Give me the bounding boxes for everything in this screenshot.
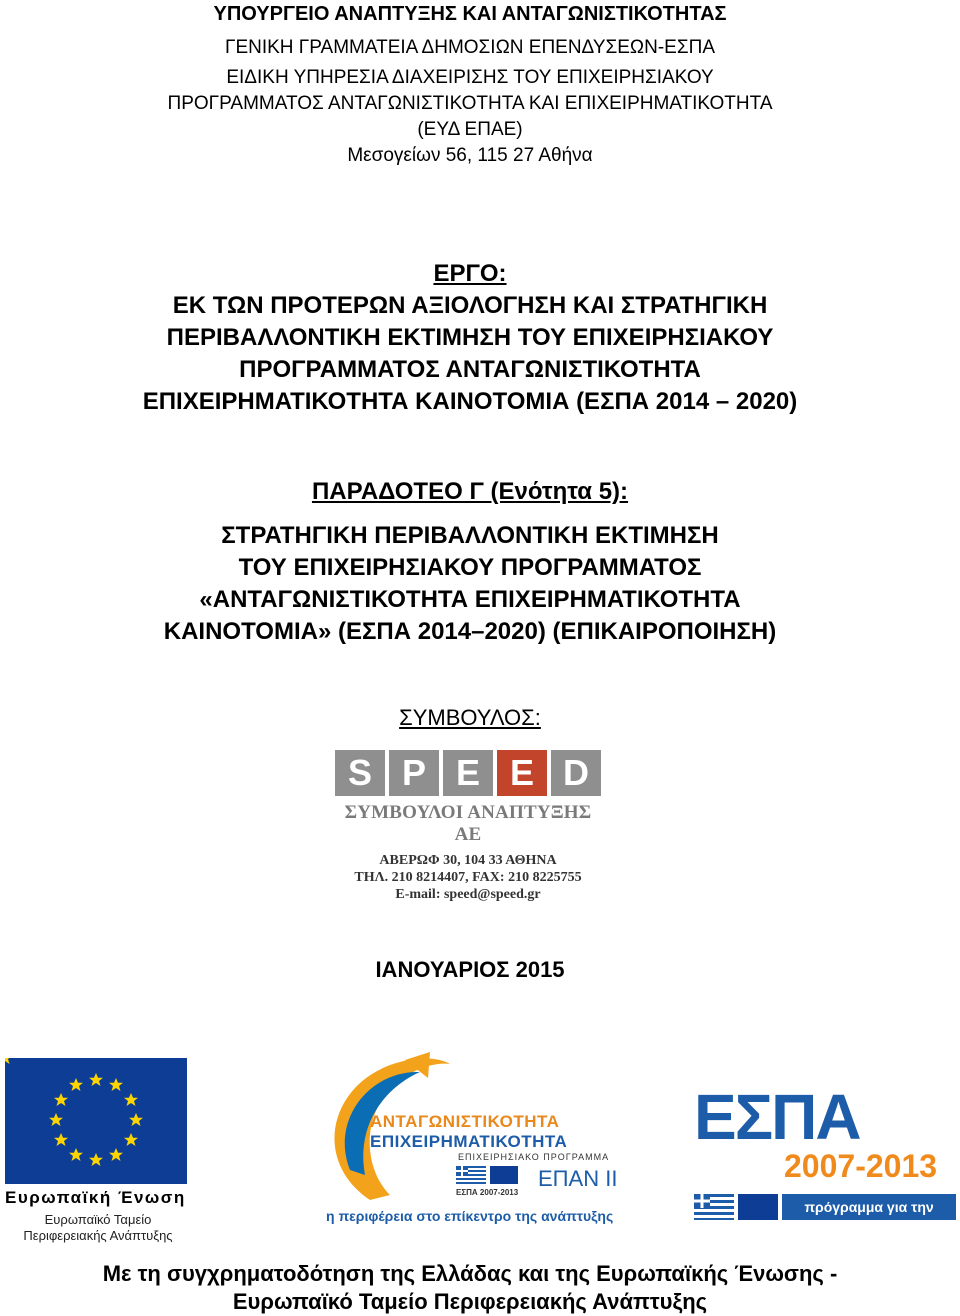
eu-fund-line-1: Ευρωπαϊκό Ταμείο [44, 1212, 152, 1227]
speed-letter-p: P [389, 750, 439, 796]
eu-flag [5, 1058, 187, 1184]
greek-flag-icon [694, 1194, 734, 1220]
ministry-title: ΥΠΟΥΡΓΕΙΟ ΑΝΑΠΤΥΞΗΣ ΚΑΙ ΑΝΤΑΓΩΝΙΣΤΙΚΟΤΗΤΑΣ [213, 3, 727, 25]
document-date: ΙΑΝΟΥΑΡΙΟΣ 2015 [375, 957, 565, 982]
consultant-label: ΣΥΜΒΟΥΛΟΣ: [399, 705, 541, 730]
espa-eu-flag [738, 1194, 778, 1220]
speed-logo [330, 750, 606, 903]
greek-flag-small [456, 1166, 486, 1184]
issuer-header [0, 0, 940, 169]
eu-logo [5, 1058, 191, 1244]
comp-espa: ΕΣΠΑ 2007-2013 [456, 1188, 519, 1197]
eu-fund-line-2: Περιφερειακής Ανάπτυξης [23, 1228, 173, 1243]
address: Μεσογείων 56, 115 27 Αθήνα [347, 145, 593, 166]
service-line-3: (ΕΥΔ ΕΠΑΕ) [417, 119, 523, 140]
speed-tiles [330, 750, 606, 796]
speed-letter-s: S [335, 750, 385, 796]
project-label: ΕΡΓΟ: [433, 260, 507, 287]
project-line-1: ΕΚ ΤΩΝ ΠΡΟΤΕΡΩΝ ΑΞΙΟΛΟΓΗΣΗ ΚΑΙ ΣΤΡΑΤΗΓΙΚΗ [172, 292, 768, 319]
project-block [0, 258, 940, 418]
deliverable-line-1: ΣΤΡΑΤΗΓΙΚΗ ΠΕΡΙΒΑΛΛΟΝΤΙΚΗ ΕΚΤΙΜΗΣΗ [221, 522, 719, 549]
consultant-phone: ΤΗΛ. 210 8214407, FAX: 210 8225755 [354, 870, 582, 885]
deliverable-label: ΠΑΡΑΔΟΤΕΟ Γ (Ενότητα 5): [311, 478, 629, 505]
deliverable-line-4: ΚΑΙΝΟΤΟΜΙΑ» (ΕΣΠΑ 2014–2020) (ΕΠΙΚΑΙΡΟΠΟΙΗΣΗ) [163, 618, 777, 645]
espa-years: 2007-2013 [784, 1148, 938, 1184]
comp-line-2: ΕΠΙΧΕΙΡΗΜΑΤΙΚΟΤΗΤΑ [370, 1132, 568, 1151]
comp-line-1: ΑΝΤΑΓΩΝΙΣΤΙΚΟΤΗΤΑ [370, 1112, 560, 1131]
deliverable-block [0, 476, 940, 648]
consultant-address: ΑΒΕΡΩΦ 30, 104 33 ΑΘΗΝΑ [379, 853, 557, 868]
consultant-label-wrap [0, 703, 940, 733]
eu-flag-small [490, 1166, 518, 1184]
footer-line-2: Ευρωπαϊκό Ταμείο Περιφερειακής Ανάπτυξης [232, 1289, 708, 1314]
espa-slogan: πρόγραμμα για την ανάπτυξη [782, 1194, 956, 1220]
comp-line-3: ΕΠΙΧΕΙΡΗΣΙΑΚΟ ΠΡΟΓΡΑΜΜΑ [458, 1152, 610, 1162]
espa-title: ΕΣΠΑ [694, 1081, 860, 1153]
speed-letter-e1: E [443, 750, 493, 796]
footer-line-1: Με τη συγχρηματοδότηση της Ελλάδας και της Ευρωπαϊκής Ένωσης - [102, 1261, 838, 1286]
consultant-email: E-mail: speed@speed.gr [395, 887, 541, 902]
eu-title: Ευρωπαϊκή Ένωση [5, 1188, 186, 1207]
deliverable-line-3: «ΑΝΤΑΓΩΝΙΣΤΙΚΟΤΗΤΑ ΕΠΙΧΕΙΡΗΜΑΤΙΚΟΤΗΤΑ [199, 586, 741, 613]
speed-letter-d: D [551, 750, 601, 796]
project-line-3: ΠΡΟΓΡΑΜΜΑΤΟΣ ΑΝΤΑΓΩΝΙΣΤΙΚΟΤΗΤΑ [239, 356, 701, 383]
secretariat-title: ΓΕΝΙΚΗ ΓΡΑΜΜΑΤΕΙΑ ΔΗΜΟΣΙΩΝ ΕΠΕΝΔΥΣΕΩΝ-ΕΣΠΑ [224, 37, 715, 58]
service-line-2: ΠΡΟΓΡΑΜΜΑΤΟΣ ΑΝΤΑΓΩΝΙΣΤΙΚΟΤΗΤΑ ΚΑΙ ΕΠΙΧΕΙΡΗΜΑΤΙΚΟΤΗΤΑ [167, 93, 773, 114]
service-line-1: ΕΙΔΙΚΗ ΥΠΗΡΕΣΙΑ ΔΙΑΧΕΙΡΙΣΗΣ ΤΟΥ ΕΠΙΧΕΙΡΗΣΙΑΚΟΥ [226, 67, 714, 88]
eu-stars-icon [5, 1058, 187, 1184]
competitiveness-logo [310, 1050, 630, 1230]
cofunding-footer [0, 1260, 940, 1316]
speed-letter-e2: E [497, 750, 547, 796]
project-line-2: ΠΕΡΙΒΑΛΛΟΝΤΙΚΗ ΕΚΤΙΜΗΣΗ ΤΟΥ ΕΠΙΧΕΙΡΗΣΙΑΚΟΥ [166, 324, 774, 351]
greek-flag-icon [456, 1166, 486, 1184]
consultant-company: ΣΥΜΒΟΥΛΟΙ ΑΝΑΠΤΥΞΗΣ ΑΕ [344, 802, 592, 845]
deliverable-line-2: ΤΟΥ ΕΠΙΧΕΙΡΗΣΙΑΚΟΥ ΠΡΟΓΡΑΜΜΑΤΟΣ [238, 554, 702, 581]
comp-epan: ΕΠΑΝ II [538, 1166, 618, 1191]
comp-slogan: η περιφέρεια στο επίκεντρο της ανάπτυξης [326, 1208, 614, 1224]
project-line-4: ΕΠΙΧΕΙΡΗΜΑΤΙΚΟΤΗΤΑ ΚΑΙΝΟΤΟΜΙΑ (ΕΣΠΑ 2014 – 2020) [142, 388, 798, 415]
espa-greek-flag [694, 1194, 734, 1220]
espa-logo [694, 1081, 956, 1241]
